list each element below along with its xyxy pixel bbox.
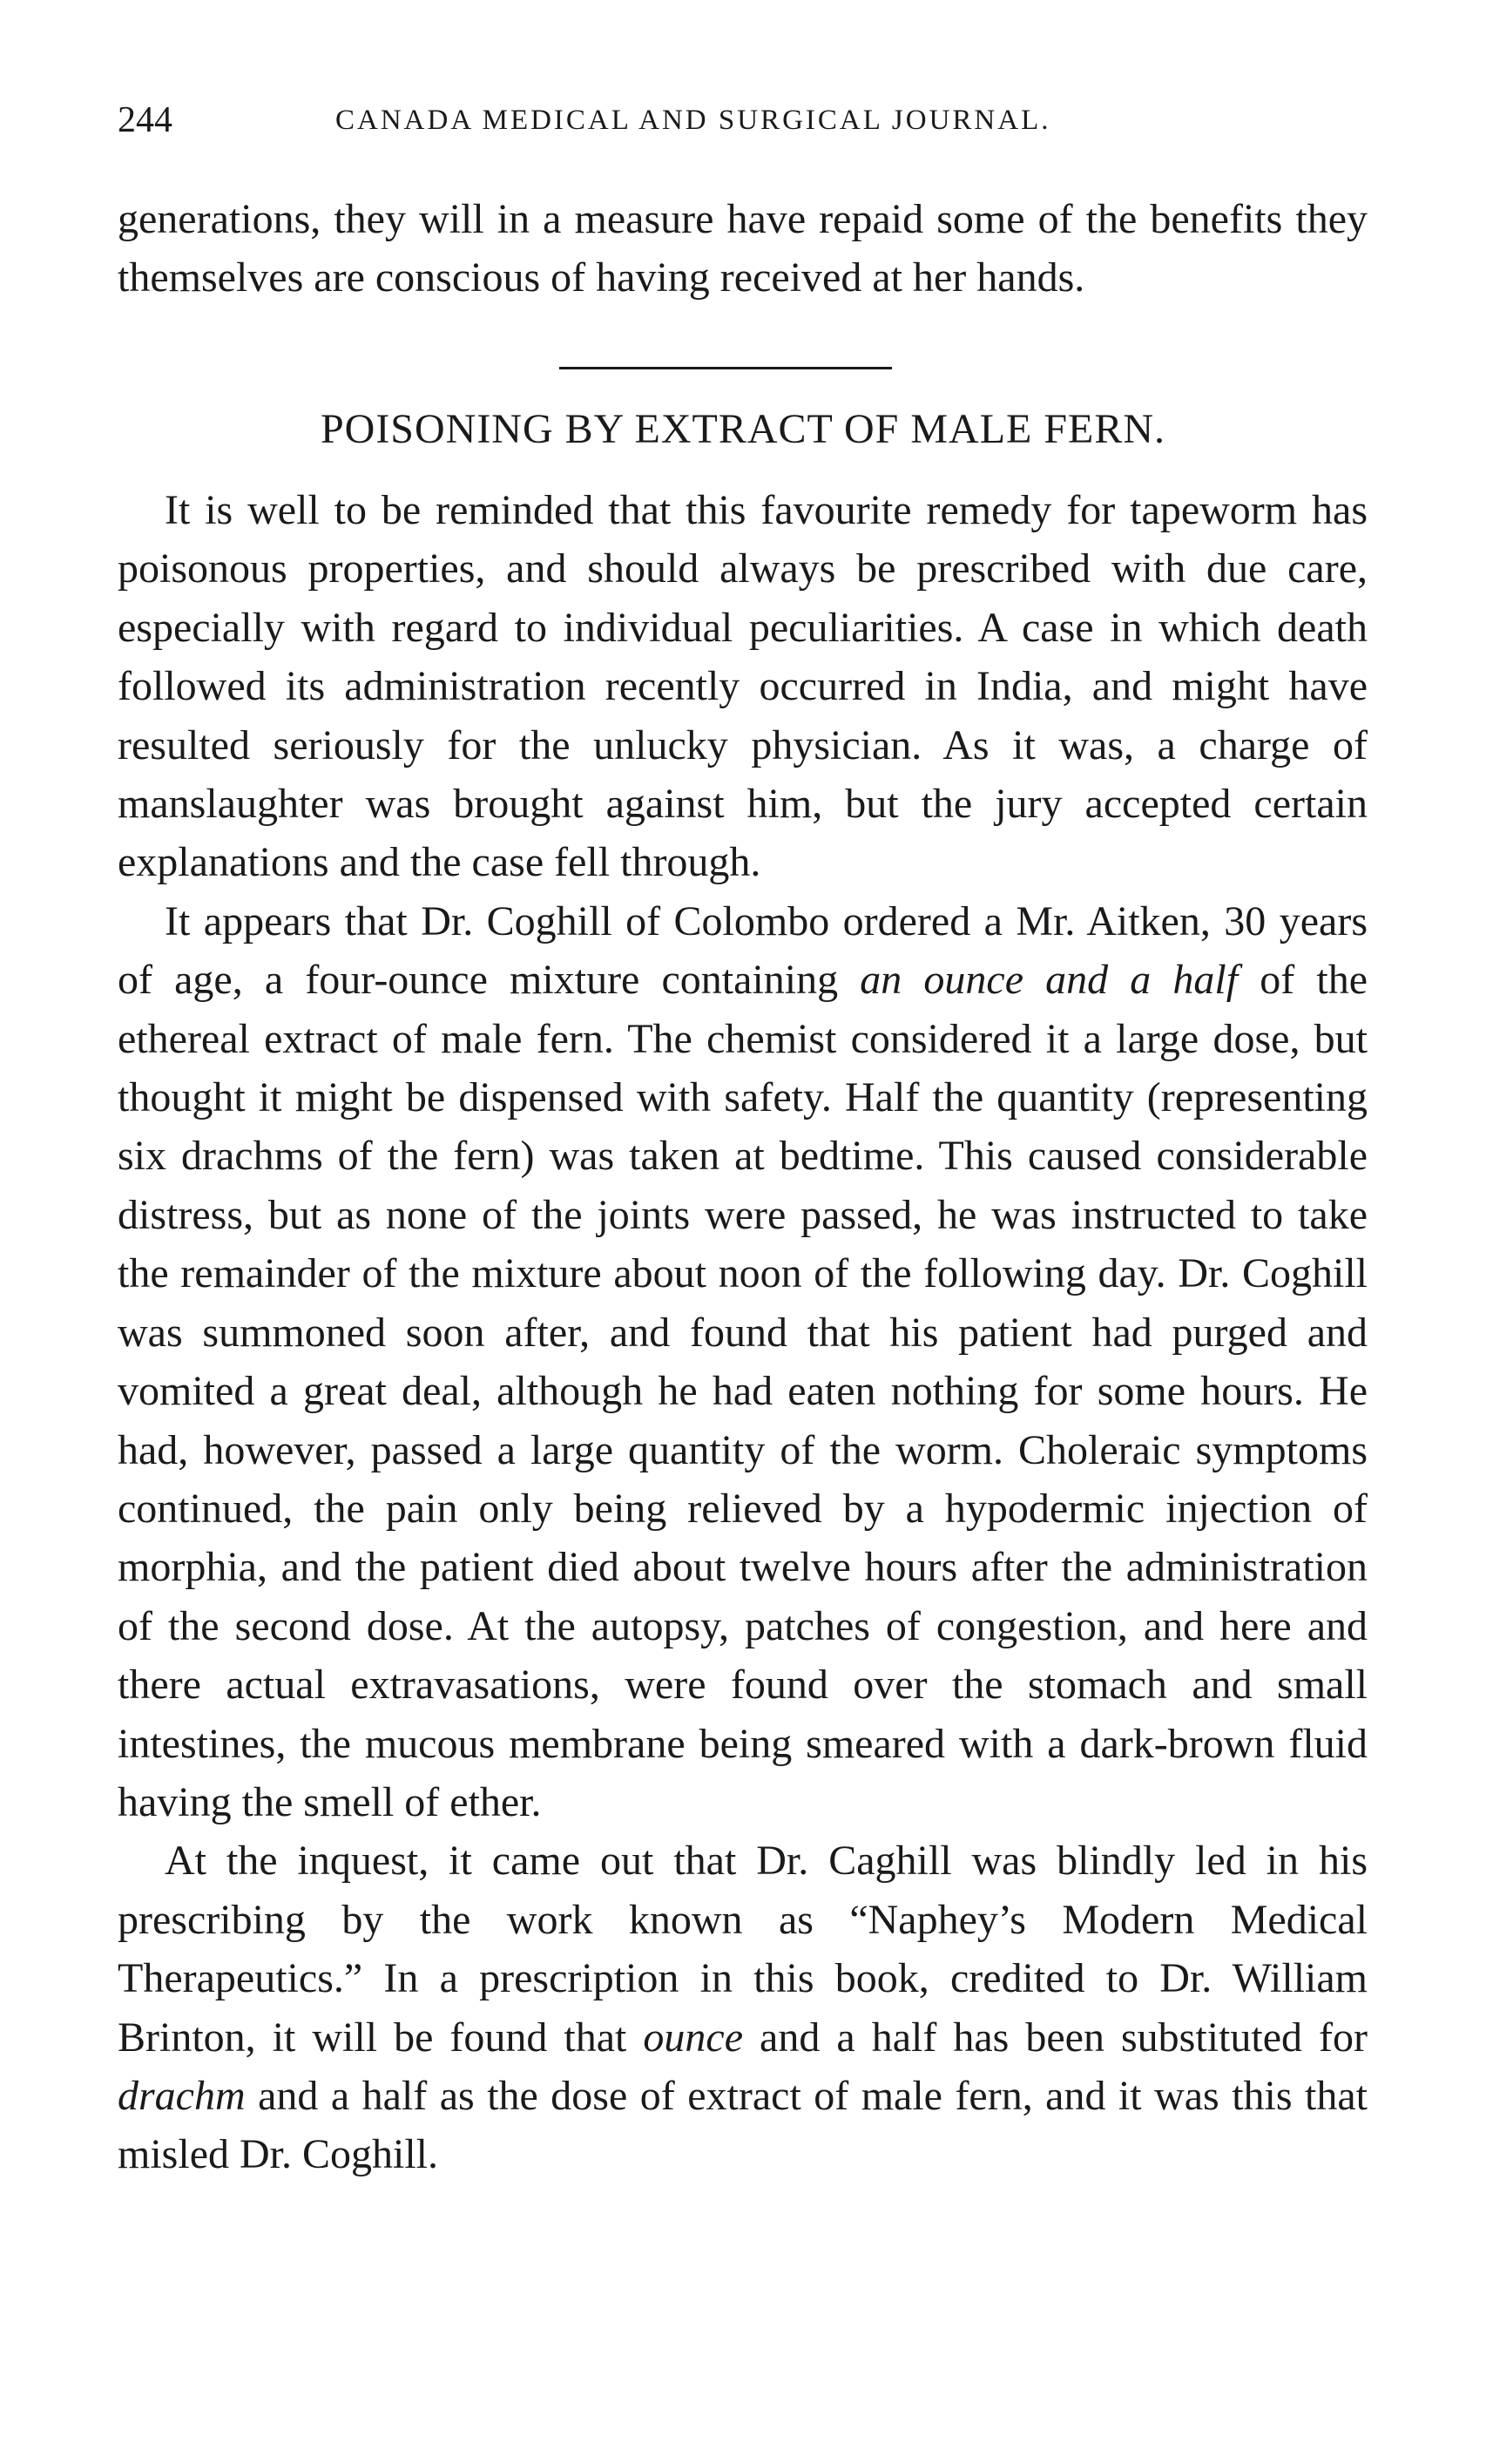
article-paragraph-1: It is well to be reminded that this favourite remedy for tapeworm has poisonous properties, and should always be prescribed with due care, especially with regard to individual peculiarities. A case in which death followed its administration recently occurred in India, and might have resulted seriously for the unlucky physician. As it was, a charge of manslaughter was brought against him, but the jury accepted certain explanations and the case fell through.: [118, 487, 1368, 886]
paragraph-2-text-2: of the ethereal extract of male fern. The chemist considered it a large dose, but thought it might be dispensed with safety. Half the quantity (representing six drachms of the fern) was taken at bedtime. This caused considerable distress, but as none of the joints were passed, he was instructed to take the remainder of the mixture about noon of the following day. Dr. Coghill was summoned soon after, and found that his patient had purged and vomited a great deal, although he had eaten nothing for some hours. He had, however, passed a large quantity of the worm. Choleraic symptoms continued, the pain only being relieved by a hypodermic injection of morphia, and the patient died about twelve hours after the administration of the second dose. At the autopsy, patches of congestion, and here and there actual extravasations, were found over the stomach and small intestines, the mucous membrane being smeared with a dark-brown fluid having the smell of ether.: [118, 957, 1368, 1825]
paragraph-3-text-1: At the inquest, it came out that Dr. Caghill was blindly led in his prescribing by the work known as “Naphey’s Modern Medical Therapeutics.” In a prescription in this book, credited to Dr. William Brinton, it will be found that: [118, 1838, 1368, 2061]
intro-block: [118, 190, 1368, 308]
paragraph-3-italic-2: drachm: [118, 2072, 246, 2119]
paragraph-3-text-2: and a half has been substituted for: [743, 2014, 1368, 2061]
article-body: [118, 481, 1368, 2184]
running-head: CANADA MEDICAL AND SURGICAL JOURNAL.: [335, 105, 1051, 136]
article-paragraph-3: [118, 1831, 1368, 2183]
paragraph-2-italic-1: an ounce and a half: [860, 957, 1239, 1004]
page-number: 244: [118, 100, 172, 140]
paragraph-3-text-3: and a half as the dose of extract of male fern, and it was this that misled Dr. Coghill.: [118, 2072, 1368, 2178]
article-title: POISONING BY EXTRACT OF MALE FERN.: [320, 406, 1166, 452]
intro-paragraph: generations, they will in a measure have repaid some of the benefits they themselves are conscious of having received at her hands.: [118, 196, 1368, 301]
paragraph-2-text-1: It appears that Dr. Coghill of Colombo ordered a Mr. Aitken, 30 years of age, a four-ounce mixture containing: [118, 897, 1368, 1004]
section-divider: [559, 367, 892, 369]
page-header: [118, 94, 1372, 146]
article-paragraph-2: [118, 892, 1368, 1832]
paragraph-3-italic-1: ounce: [643, 2014, 744, 2061]
